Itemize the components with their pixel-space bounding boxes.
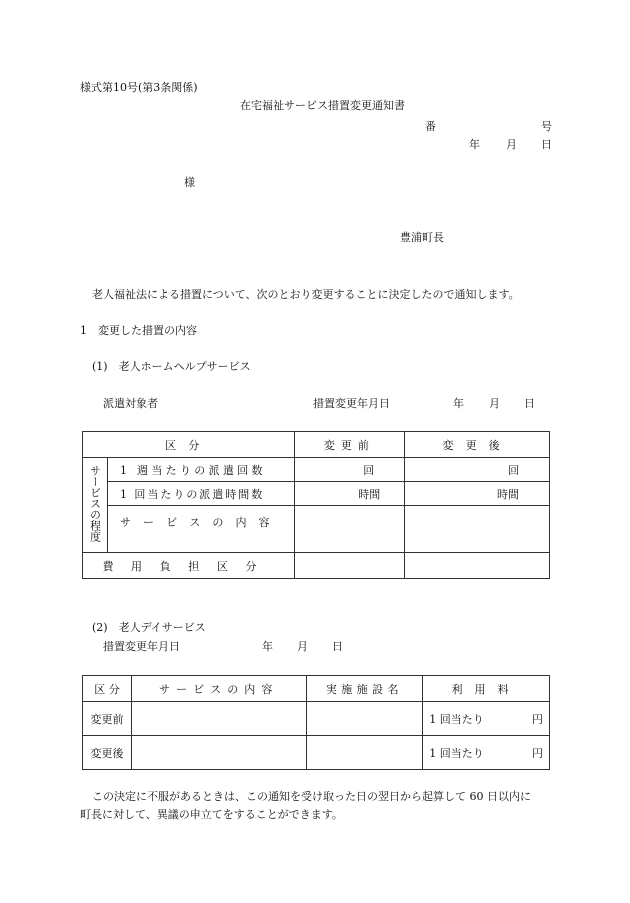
after-cell: 時間 <box>405 482 550 506</box>
number-suffix: 号 <box>541 120 552 133</box>
before-cell <box>294 553 405 579</box>
dayservice-table <box>82 675 550 770</box>
addressee-suffix: 様 <box>184 176 195 189</box>
sub1-month-label: 月 <box>489 397 500 410</box>
table-row <box>83 506 550 553</box>
col-facility-name-header: 実施施設名 <box>306 676 423 702</box>
sub1-day-label: 日 <box>524 397 535 410</box>
before-cell <box>294 506 405 553</box>
service-level-group-label: サービスの程度 <box>83 458 108 553</box>
col-category-header: 区分 <box>83 432 295 458</box>
appeal-notice-line2: 町長に対して、異議の申立てをすることができます。 <box>80 808 343 821</box>
cost-burden-label: 費用負担区分 <box>83 553 295 579</box>
col-fee-header: 利用料 <box>423 676 550 702</box>
homehelp-table <box>82 431 550 579</box>
date-month-label: 月 <box>506 138 517 151</box>
issuer: 豊浦町長 <box>400 231 444 244</box>
service-content-cell <box>131 702 306 736</box>
sub2-day-label: 日 <box>332 640 343 653</box>
table-row <box>83 736 550 770</box>
row-label: 1 週当たりの派遣回数 <box>107 458 294 482</box>
sub1-year-label: 年 <box>453 397 464 410</box>
col-before-header: 変更前 <box>294 432 405 458</box>
section1-title: 1 変更した措置の内容 <box>80 324 197 337</box>
col-after-header: 変更後 <box>405 432 550 458</box>
form-number: 様式第10号(第3条関係) <box>80 81 198 94</box>
after-cell <box>405 506 550 553</box>
facility-name-cell <box>306 736 423 770</box>
sub2-month-label: 月 <box>297 640 308 653</box>
before-cell: 時間 <box>294 482 405 506</box>
sub2-change-date-label: 措置変更年月日 <box>103 640 180 653</box>
appeal-notice-line1: この決定に不服があるときは、この通知を受け取った日の翌日から起算して 60 日以内に <box>92 790 531 803</box>
after-cell <box>405 553 550 579</box>
document-title: 在宅福祉サービス措置変更通知書 <box>240 99 405 112</box>
table-row <box>83 458 550 482</box>
table-row <box>83 702 550 736</box>
col-category-header: 区 分 <box>83 676 132 702</box>
facility-name-cell <box>306 702 423 736</box>
table-row <box>83 553 550 579</box>
intro-text: 老人福祉法による措置について、次のとおり変更することに決定したので通知します。 <box>92 288 520 301</box>
row-label: 変更前 <box>83 702 132 736</box>
sub2-title: (2) 老人デイサービス <box>92 621 206 634</box>
fee-cell: 1 回当たり 円 <box>423 736 550 770</box>
fee-cell: 1 回当たり 円 <box>423 702 550 736</box>
date-year-label: 年 <box>469 138 480 151</box>
number-label: 番 <box>425 120 436 133</box>
sub1-title: (1) 老人ホームヘルプサービス <box>92 360 251 373</box>
before-cell: 回 <box>294 458 405 482</box>
table-row <box>83 482 550 506</box>
sub2-year-label: 年 <box>262 640 273 653</box>
sub1-change-date-label: 措置変更年月日 <box>313 397 390 410</box>
after-cell: 回 <box>405 458 550 482</box>
service-content-cell <box>131 736 306 770</box>
row-label: 変更後 <box>83 736 132 770</box>
col-service-content-header: サービスの内容 <box>131 676 306 702</box>
date-day-label: 日 <box>541 138 552 151</box>
row-label: サービスの内容 <box>107 506 294 553</box>
row-label: 1 回当たりの派遣時間数 <box>107 482 294 506</box>
dispatch-target-label: 派遣対象者 <box>103 397 158 410</box>
